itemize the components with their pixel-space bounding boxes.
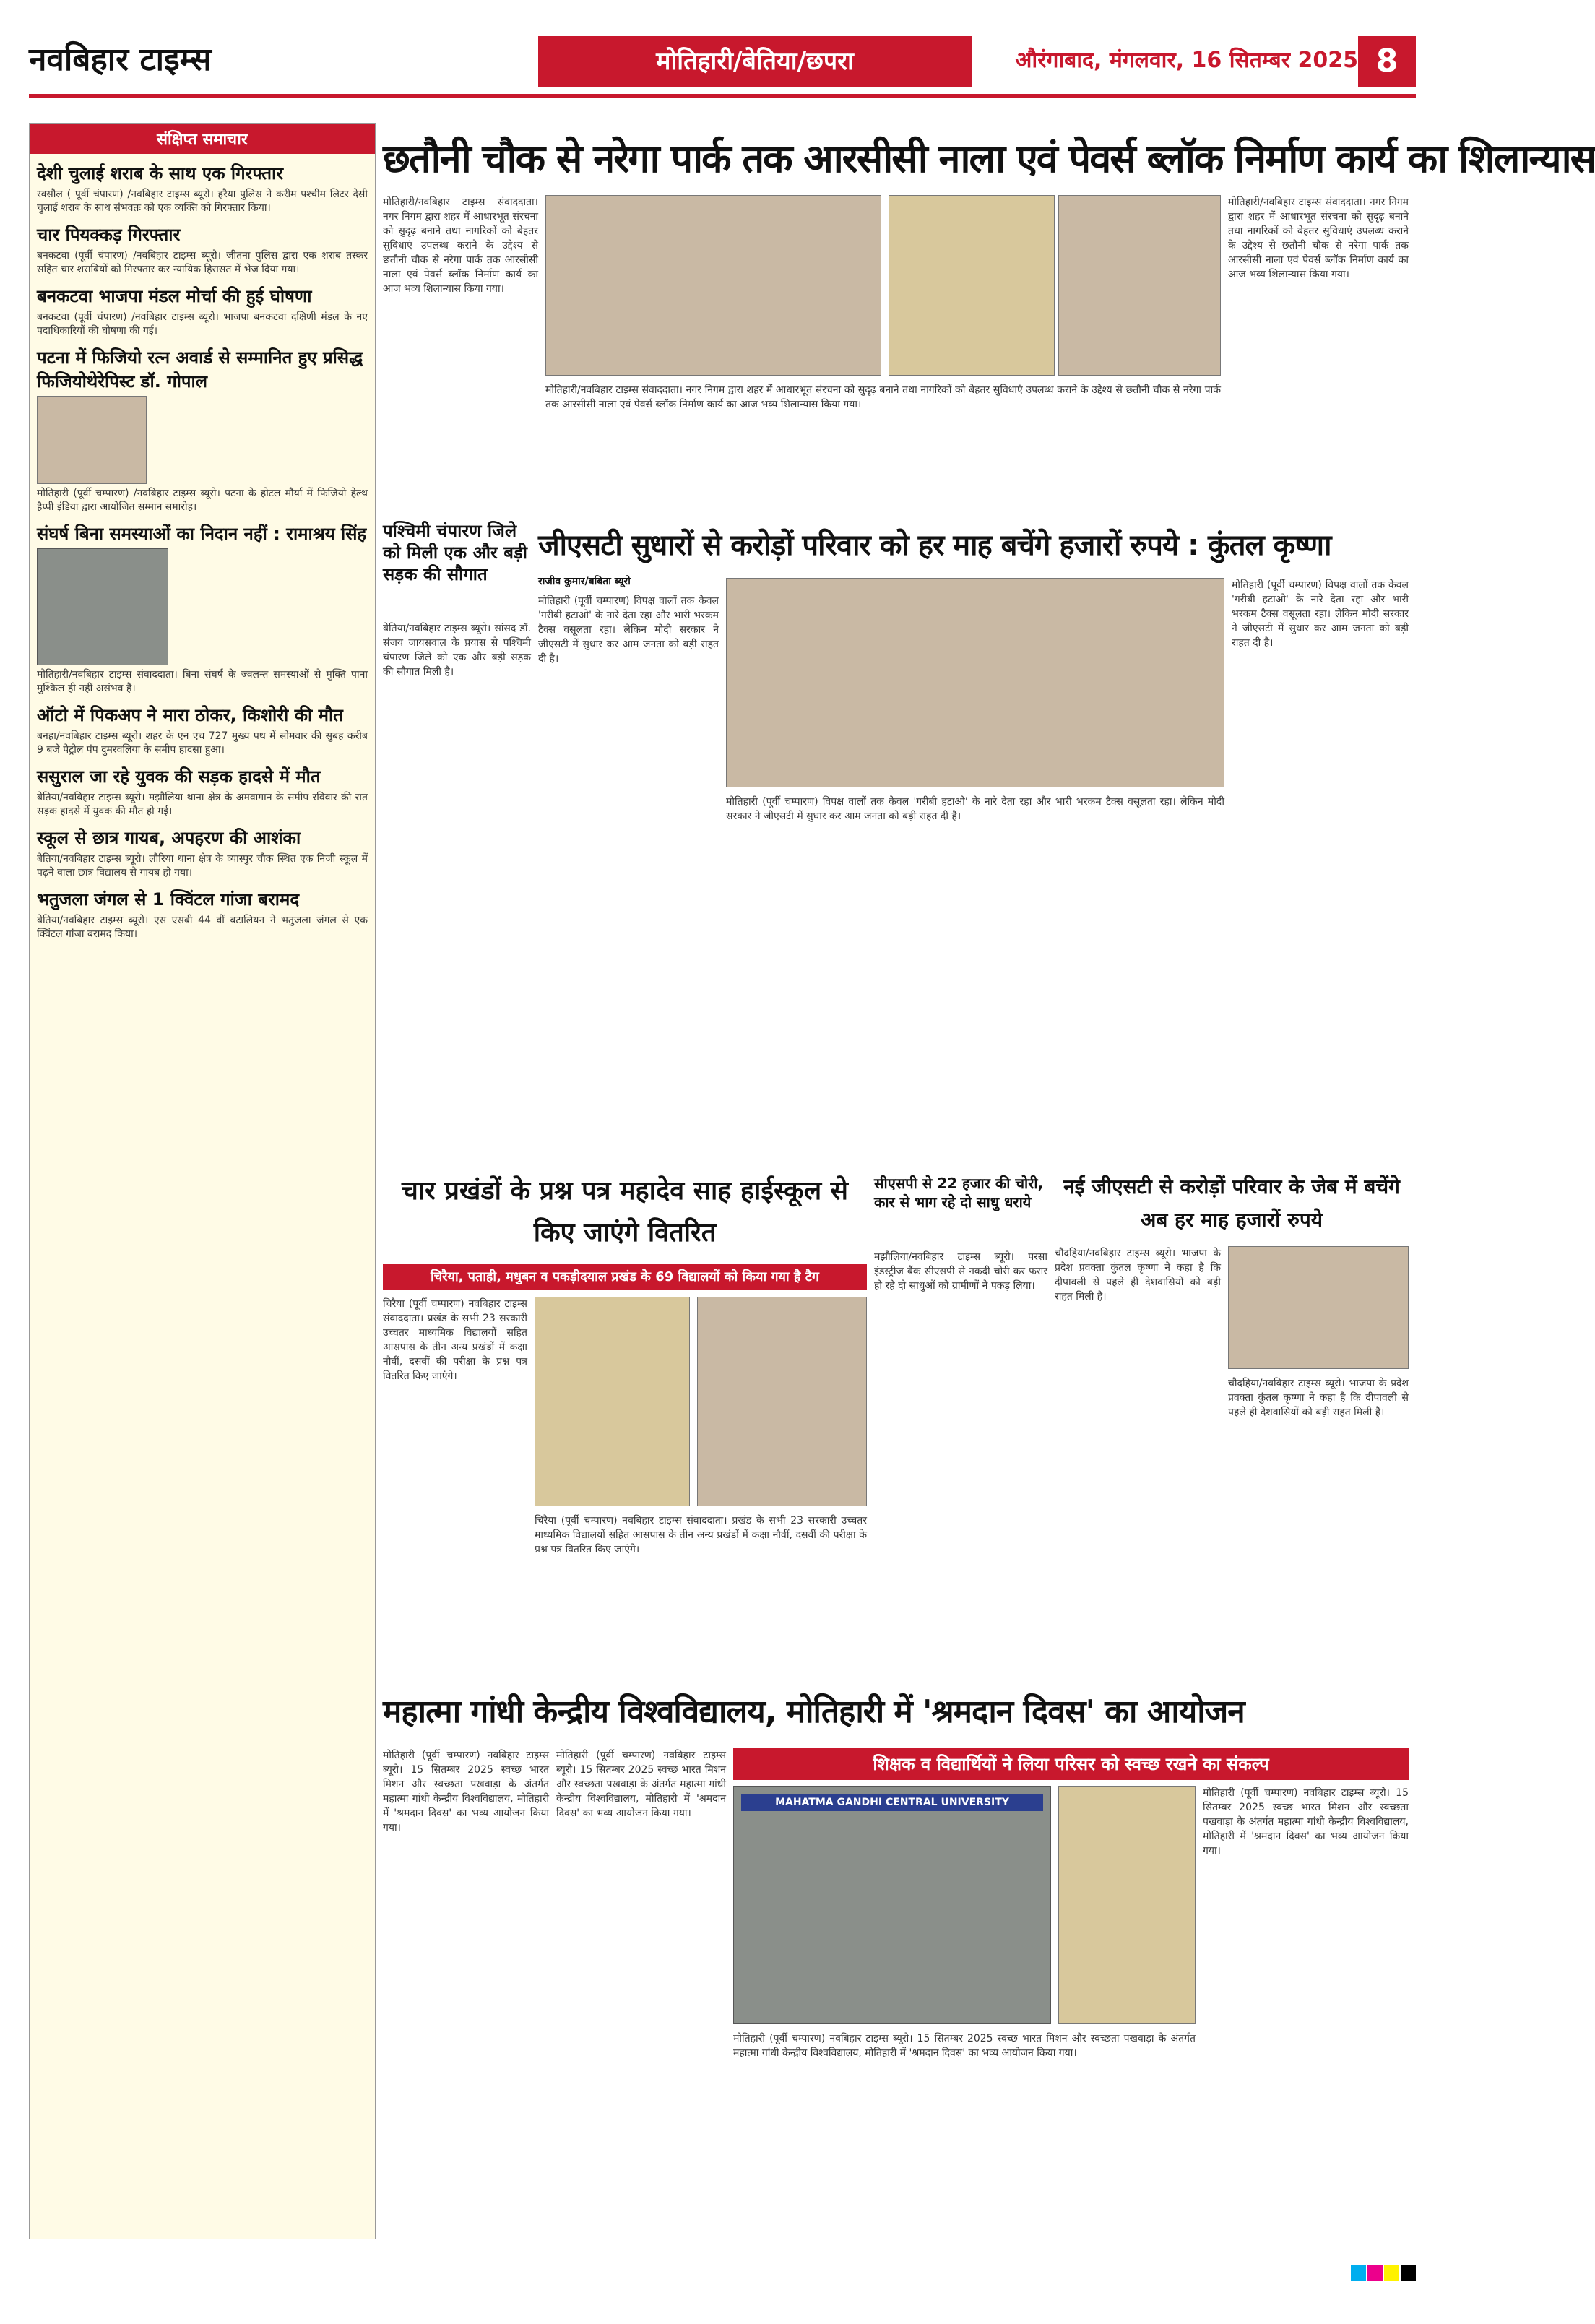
- new-gst-headline: नई जीएसटी से करोड़ों परिवार के जेब में बचेंगे अब हर माह हजारों रुपये: [1063, 1175, 1400, 1232]
- university-sign: MAHATMA GANDHI CENTRAL UNIVERSITY: [741, 1794, 1043, 1811]
- brief-news-sidebar: [29, 123, 376, 2239]
- gst-story-right-col: मोतिहारी (पूर्वी चम्पारण) विपक्ष वालों तक केवल 'गरीबी हटाओ' के नारे देता रहा और भारी भरकम टैक्स वसूलता रहा। लेकिन मोदी सरकार ने जीएसटी में सुधार कर आम जनता को बड़ी राहत दी है।: [1232, 579, 1409, 649]
- gst-press-photo: [726, 578, 1224, 787]
- lead-photo-1: [545, 195, 881, 376]
- gst-story-continued: मोतिहारी (पूर्वी चम्पारण) विपक्ष वालों तक केवल 'गरीबी हटाओ' के नारे देता रहा और भारी भरकम टैक्स वसूलता रहा। लेकिन मोदी सरकार ने जीएसटी में सुधार कर आम जनता को बड़ी राहत दी है।: [726, 796, 1224, 822]
- brief-story: भतुजला जंगल से 1 क्विंटल गांजा बरामद बेतिया/नवबिहार टाइम्स ब्यूरो। एस एसबी 44 वीं बटालियन ने भतुजला जंगल से एक क्विंटल गांजा बरामद किया।: [37, 889, 368, 940]
- brief-story: बनकटवा भाजपा मंडल मोर्चा की हुई घोषणा बनकटवा (पूर्वी चंपारण) /नवबिहार टाइम्स ब्यूरो। भाजपा बनकटवा दक्षिणी मंडल के नए पदाधिकारियों की घोषणा की गई।: [37, 286, 368, 337]
- lead-story-right-col: मोतिहारी/नवबिहार टाइम्स संवाददाता। नगर निगम द्वारा शहर में आधारभूत संरचना को सुदृढ़ बनाने तथा नागरिकों को बेहतर सुविधाएं उपलब्ध कराने के उद्देश्य से छतौनी चौक से नरेगा पार्क तक आरसीसी नाला एवं पेवर्स ब्लॉक निर्माण कार्य का आज भव्य शिलान्यास किया गया।: [1228, 196, 1409, 280]
- gst-story-text: मोतिहारी (पूर्वी चम्पारण) विपक्ष वालों तक केवल 'गरीबी हटाओ' के नारे देता रहा और भारी भरकम टैक्स वसूलता रहा। लेकिन मोदी सरकार ने जीएसटी में सुधार कर आम जनता को बड़ी राहत दी है।: [538, 595, 719, 665]
- exam-headline: चार प्रखंडों के प्रश्न पत्र महादेव साह हाईस्कूल से किए जाएंगे वितरित: [402, 1176, 848, 1248]
- new-gst-story-continued: चौदहिया/नवबिहार टाइम्स ब्यूरो। भाजपा के प्रदेश प्रवक्ता कुंतल कृष्णा ने कहा है कि दीपावली से पहले ही देशवासियों को बड़ी राहत मिली है।: [1228, 1378, 1409, 1418]
- gandhi-story-continued: मोतिहारी (पूर्वी चम्पारण) नवबिहार टाइम्स ब्यूरो। 15 सितम्बर 2025 स्वच्छ भारत मिशन और स्वच्छता पखवाड़ा के अंतर्गत महात्मा गांधी केन्द्रीय विश्वविद्यालय, मोतिहारी में 'श्रमदान दिवस' का भव्य आयोजन किया गया।: [733, 2033, 1196, 2059]
- issue-date: औरंगाबाद, मंगलवार, 16 सितम्बर 2025: [1015, 48, 1358, 73]
- page-number: 8: [1358, 36, 1416, 87]
- protest-photo: [37, 548, 168, 665]
- brief-story: स्कूल से छात्र गायब, अपहरण की आशंका बेतिया/नवबिहार टाइम्स ब्यूरो। लौरिया थाना क्षेत्र के व्यास्पुर चौक स्थित एक निजी स्कूल में पढ़ने वाला छात्र विद्यालय से गायब हो गया।: [37, 828, 368, 878]
- theft-story-text: मझौलिया/नवबिहार टाइम्स ब्यूरो। परसा इंडस्ट्रीज बैंक सीएसपी से नकदी चोरी कर फरार हो रहे दो साधुओं को ग्रामीणों ने पकड़ लिया।: [874, 1251, 1047, 1292]
- lead-story-text: मोतिहारी/नवबिहार टाइम्स संवाददाता। नगर निगम द्वारा शहर में आधारभूत संरचना को सुदृढ़ बनाने तथा नागरिकों को बेहतर सुविधाएं उपलब्ध कराने के उद्देश्य से छतौनी चौक से नरेगा पार्क तक आरसीसी नाला एवं पेवर्स ब्लॉक निर्माण कार्य का आज भव्य शिलान्यास किया गया।: [383, 196, 538, 295]
- university-photo: [733, 1786, 1051, 2024]
- cmyk-registration: [1351, 2265, 1416, 2284]
- section-banner: मोतिहारी/बेतिया/छपरा: [538, 36, 972, 87]
- lead-photo-3: [1058, 195, 1221, 376]
- exam-photo-1: [535, 1297, 690, 1506]
- gandhi-story-col2: मोतिहारी (पूर्वी चम्पारण) नवबिहार टाइम्स ब्यूरो। 15 सितम्बर 2025 स्वच्छ भारत मिशन और स्वच्छता पखवाड़ा के अंतर्गत महात्मा गांधी केन्द्रीय विश्वविद्यालय, मोतिहारी में 'श्रमदान दिवस' का भव्य आयोजन किया गया।: [556, 1750, 726, 1819]
- sidebar-heading: संक्षिप्त समाचार: [30, 124, 375, 154]
- gst-headline: जीएसटी सुधारों से करोड़ों परिवार को हर माह बचेंगे हजारों रुपये : कुंतल कृष्णा: [538, 529, 1331, 562]
- black-swatch: [1401, 2265, 1416, 2281]
- brief-story: चार पियक्कड़ गिरफ्तार बनकटवा (पूर्वी चंपारण) /नवबिहार टाइम्स ब्यूरो। जीतना पुलिस द्वारा एक शराब तस्कर सहित चार शराबियों को गिरफ्तार कर न्यायिक हिरासत में भेज दिया गया।: [37, 225, 368, 275]
- gandhi-headline: महात्मा गांधी केन्द्रीय विश्वविद्यालय, मोतिहारी में 'श्रमदान दिवस' का आयोजन: [383, 1693, 1245, 1730]
- brief-story: देशी चुलाई शराब के साथ एक गिरफ्तार रक्सौल ( पूर्वी चंपारण) /नवबिहार टाइम्स ब्यूरो। हरैया पुलिस ने करीम पश्चीम लिटर देसी चुलाई शराब के साथ संभवतः को एक व्यक्ति को गिरफ्तार किया।: [37, 163, 368, 214]
- new-gst-photo: [1228, 1246, 1409, 1369]
- award-photo: [37, 396, 147, 484]
- cleanup-photo: [1058, 1786, 1196, 2024]
- exam-story-text: चिरैया (पूर्वी चम्पारण) नवबिहार टाइम्स संवाददाता। प्रखंड के सभी 23 सरकारी उच्चतर माध्यमिक विद्यालयों सहित आसपास के तीन अन्य प्रखंडों में कक्षा नौवीं, दसवीं की परीक्षा के प्रश्न पत्र वितरित किए जाएंगे।: [383, 1298, 527, 1382]
- gandhi-story-text: मोतिहारी (पूर्वी चम्पारण) नवबिहार टाइम्स ब्यूरो। 15 सितम्बर 2025 स्वच्छ भारत मिशन और स्वच्छता पखवाड़ा के अंतर्गत महात्मा गांधी केन्द्रीय विश्वविद्यालय, मोतिहारी में 'श्रमदान दिवस' का भव्य आयोजन किया गया।: [383, 1750, 549, 1833]
- lead-headline: छतौनी चौक से नरेगा पार्क तक आरसीसी नाला एवं पेवर्स ब्लॉक निर्माण कार्य का शिलान्यास: [383, 136, 1595, 181]
- theft-headline: सीएसपी से 22 हजार की चोरी, कार से भाग रहे दो साधु धराये: [874, 1175, 1044, 1211]
- lead-story-continued: मोतिहारी/नवबिहार टाइम्स संवाददाता। नगर निगम द्वारा शहर में आधारभूत संरचना को सुदृढ़ बनाने तथा नागरिकों को बेहतर सुविधाएं उपलब्ध कराने के उद्देश्य से छतौनी चौक से नरेगा पार्क तक आरसीसी नाला एवं पेवर्स ब्लॉक निर्माण कार्य का आज भव्य शिलान्यास किया गया।: [545, 384, 1221, 410]
- road-headline: पश्चिमी चंपारण जिले को मिली एक और बड़ी सड़क की सौगात: [383, 521, 527, 584]
- exam-story-continued: चिरैया (पूर्वी चम्पारण) नवबिहार टाइम्स संवाददाता। प्रखंड के सभी 23 सरकारी उच्चतर माध्यमिक विद्यालयों सहित आसपास के तीन अन्य प्रखंडों में कक्षा नौवीं, दसवीं की परीक्षा के प्रश्न पत्र वितरित किए जाएंगे।: [535, 1515, 867, 1555]
- new-gst-story-text: चौदहिया/नवबिहार टाइम्स ब्यूरो। भाजपा के प्रदेश प्रवक्ता कुंतल कृष्णा ने कहा है कि दीपावली से पहले ही देशवासियों को बड़ी राहत मिली है।: [1055, 1248, 1221, 1303]
- magenta-swatch: [1367, 2265, 1383, 2281]
- masthead-rule: [29, 94, 1416, 98]
- gst-byline: राजीव कुमार/बबिता ब्यूरो: [538, 576, 631, 587]
- exam-photo-2: [697, 1297, 867, 1506]
- brief-story: संघर्ष बिना समस्याओं का निदान नहीं : रामाश्रय सिंह मोतिहारी/नवबिहार टाइम्स संवाददाता। बिना संघर्ष के ज्वलन्त समस्याओं से मुक्ति पाना मुश्किल ही नहीं असंभव है।: [37, 524, 368, 694]
- brief-story: ससुराल जा रहे युवक की सड़क हादसे में मौत बेतिया/नवबिहार टाइम्स ब्यूरो। मझौलिया थाना क्षेत्र के अमवागान के समीप रविवार की रात सड़क हादसे में युवक की मौत हो गई।: [37, 766, 368, 817]
- paper-name: नवबिहार टाइम्स: [29, 41, 212, 78]
- gandhi-story-right-col: मोतिहारी (पूर्वी चम्पारण) नवबिहार टाइम्स ब्यूरो। 15 सितम्बर 2025 स्वच्छ भारत मिशन और स्वच्छता पखवाड़ा के अंतर्गत महात्मा गांधी केन्द्रीय विश्वविद्यालय, मोतिहारी में 'श्रमदान दिवस' का भव्य आयोजन किया गया।: [1203, 1787, 1409, 1857]
- brief-story: पटना में फिजियो रत्न अवार्ड से सम्मानित हुए प्रसिद्ध फिजियोथेरेपिस्ट डॉ. गोपाल मोतिहारी (पूर्वी चम्पारण) /नवबिहार टाइम्स ब्यूरो। पटना के होटल मौर्या में फिजियो हेल्थ हैप्पी इंडिया द्वारा आयोजित सम्मान समारोह।: [37, 347, 368, 513]
- brief-story: ऑटो में पिकअप ने मारा ठोकर, किशोरी की मौत बनहा/नवबिहार टाइम्स ब्यूरो। शहर के एन एच 727 मुख्य पथ में सोमवार की सुबह करीब 9 बजे पेट्रोल पंप दुमरवलिया के समीप हादसा हुआ।: [37, 705, 368, 756]
- lead-photo-2: [889, 195, 1055, 376]
- gandhi-subhead: शिक्षक व विद्यार्थियों ने लिया परिसर को स्वच्छ रखने का संकल्प: [733, 1748, 1409, 1780]
- cyan-swatch: [1351, 2265, 1366, 2281]
- exam-strap: चिरैया, पताही, मधुबन व पकड़ीदयाल प्रखंड के 69 विद्यालयों को किया गया है टैग: [383, 1264, 867, 1290]
- yellow-swatch: [1384, 2265, 1399, 2281]
- road-story-text: बेतिया/नवबिहार टाइम्स ब्यूरो। सांसद डॉ. संजय जायसवाल के प्रयास से पश्चिमी चंपारण जिले को एक और बड़ी सड़क की सौगात मिली है।: [383, 623, 531, 678]
